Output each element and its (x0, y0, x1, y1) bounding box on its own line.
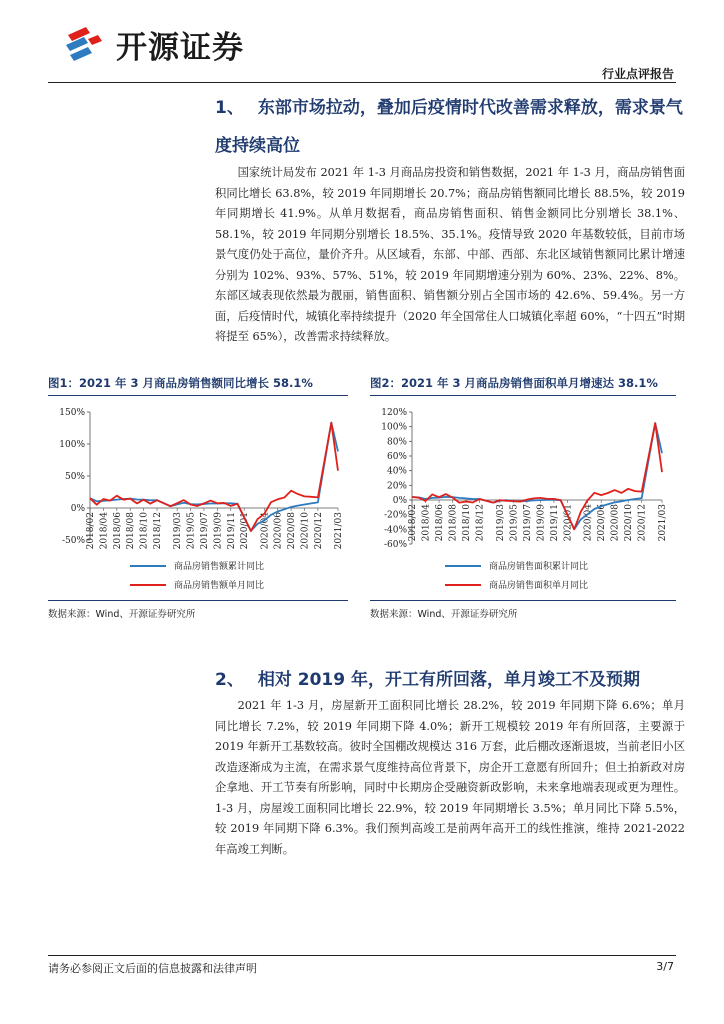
legend-swatch-cumulative (130, 565, 166, 567)
figure2-ytick-label: 20% (386, 481, 407, 492)
legend-swatch-monthly (445, 584, 481, 586)
figure2-legend-cumulative (445, 559, 588, 572)
section2-title: 相对 2019 年，开工有所回落，单月竣工不及预期 (257, 670, 640, 690)
figure2-xtick-label: 2019/07 (522, 504, 533, 542)
figure2-xtick-label: 2021/03 (658, 504, 668, 542)
figure2-ytick-label: 0% (392, 496, 407, 506)
figure1-xtick-label: 2019/09 (213, 512, 224, 550)
legend-swatch-monthly (130, 584, 166, 586)
figure2-legend-monthly (445, 578, 588, 591)
figure2-ytick-label: 80% (386, 437, 407, 448)
figure1-xtick-label: 2019/11 (226, 512, 237, 550)
figure1-chart (48, 398, 348, 564)
figure1-bottom-rule (48, 600, 348, 601)
figure2-title: 图2：2021 年 3 月商品房销售面积单月增速达 38.1% (370, 376, 658, 390)
figure2-chart (370, 398, 676, 564)
figure2-xtick-label: 2020/08 (610, 504, 621, 542)
footer-divider (48, 955, 676, 956)
section1-title-line1: 东部市场拉动，叠加后疫情时代改善需求释放，需求景气 (257, 98, 683, 118)
figure2-xtick-label: 2020/04 (583, 504, 594, 542)
figure1-xtick-label: 2018/10 (139, 512, 150, 550)
figure2-xtick-label: 2020/12 (637, 504, 648, 542)
figure1-xtick-label: 2020/12 (313, 512, 324, 550)
figure1-xtick-label: 2018/12 (153, 512, 164, 550)
figure1-xtick-label: 2019/03 (173, 512, 184, 550)
figure1-ytick-label: 150% (59, 408, 85, 418)
legend-label: 商品房销售面积累计同比 (489, 562, 589, 572)
figure2-xtick-label: 2018/08 (448, 504, 459, 542)
figure1-source: 数据来源：Wind、开源证券研究所 (48, 609, 196, 620)
figure1-title: 图1：2021 年 3 月商品房销售额同比增长 58.1% (48, 376, 313, 390)
figure1-rule (48, 395, 348, 396)
figure1-ytick-label: 0% (70, 504, 85, 514)
figure2-ytick-label: 40% (386, 466, 407, 477)
figure2-source: 数据来源：Wind、开源证券研究所 (370, 609, 518, 620)
figure2-xtick-label: 2018/06 (435, 504, 446, 542)
section2-number: 2、 (215, 670, 244, 690)
footer-disclaimer: 请务必参阅正文后面的信息披露和法律声明 (48, 962, 257, 975)
company-logo (64, 22, 244, 67)
logo-icon (64, 25, 106, 65)
figure2-bottom-rule (370, 600, 676, 601)
figure1-xtick-label: 2020/10 (300, 512, 311, 550)
figure2-xtick-label: 2019/11 (549, 504, 560, 542)
figure1-xtick-label: 2018/08 (126, 512, 137, 550)
figure2-ytick-label: 60% (386, 452, 407, 462)
figure2-xtick-label: 2020/06 (597, 504, 608, 542)
figure2-ytick-label: -60% (383, 540, 407, 550)
legend-label: 商品房销售面积单月同比 (489, 581, 589, 591)
legend-label: 商品房销售额累计同比 (174, 562, 265, 572)
document-type: 行业点评报告 (601, 67, 674, 81)
figure2-xtick-label: 2018/02 (408, 504, 418, 542)
figure2-ytick-label: 120% (381, 408, 407, 418)
figure1-ytick-label: 50% (64, 472, 85, 482)
figure1-xtick-label: 2019/05 (186, 512, 197, 550)
figure1-xtick-label: 2018/06 (112, 512, 123, 550)
figure1-xtick-label: 2020/08 (287, 512, 298, 550)
figure1-xtick-label: 2020/01 (240, 512, 251, 550)
figure1-legend-monthly (130, 578, 264, 591)
figure1-xtick-label: 2020/04 (260, 512, 271, 550)
figure2-xtick-label: 2019/05 (509, 504, 520, 542)
figure2-svg (370, 398, 676, 560)
header-divider (48, 82, 676, 83)
section1-heading-cont (215, 124, 685, 168)
figure1-ytick-label: 100% (59, 440, 85, 450)
figure2-xtick-label: 2018/10 (462, 504, 473, 542)
section1-number: 1、 (215, 98, 244, 118)
section1-paragraph: 国家统计局发布 2021 年 1-3 月商品房投资和销售数据，2021 年 1-3 月，商品房销售面积同比增长 63.8%，较 2019 年同期增长 20.7%；商品房销售额同比增长 88.5%，较 2019 年同期增长 41.9%。从单月数据看，商品房销售面积、销售金额同比分别增长 38.1%、58.1%，较 2019 年同期分别增长 18.5%、35.1%。疫情导致 2020 年基数较低，目前市场景气度仍处于高位，量价齐升。从区域看，东部、中部、西部、东北区域销售额同比累计增速分别为 102%、93%、57%、51%，较 2019 年同期增速分别为 60%、23%、22%、8%。东部区域表现依然最为靓丽，销售面积、销售额分别占全国市场的 42.6%、59.4%。另一方面，后疫情时代，城镇化率持续提升（2020 年全国常住人口城镇化率超 60%，“十四五”时期将提至 65%），改善需求持续释放。 (215, 166, 685, 343)
section2-paragraph: 2021 年 1-3 月，房屋新开工面积同比增长 28.2%，较 2019 年同期下降 6.6%；单月同比增长 7.2%，较 2019 年同期下降 4.0%；新开工规模较 2019 年有所回落，主要源于 2019 年新开工基数较高。彼时全国棚改规模达 316 万套，此后棚改逐渐退坡，当前老旧小区改造逐渐成为主流，在需求景气度维持高位背景下，房企开工意愿有所回升；但土拍新政对房企拿地、开工节奏有所影响，同时中长期房企受融资新政影响，未来拿地端表现或更为理性。1-3 月，房屋竣工面积同比增长 22.9%，较 2019 年同期增长 3.5%；单月同比下降 5.5%，较 2019 年同期下降 6.3%。我们预判高竣工是前两年高开工的线性推演，维持 2021-2022 年高竣工判断。 (215, 699, 685, 856)
figure1-svg (48, 398, 348, 560)
figure2-ytick-label: -20% (383, 510, 407, 521)
figure2-xtick-label: 2019/09 (536, 504, 547, 542)
figure1-xtick-label: 2018/04 (99, 512, 110, 550)
figure1-xtick-label: 2020/06 (273, 512, 284, 550)
figure2-xtick-label: 2020/10 (624, 504, 635, 542)
logo-text: 开源证券 (116, 30, 244, 66)
figure1-xtick-label: 2021/03 (334, 512, 344, 550)
figure2-ytick-label: -40% (383, 525, 407, 536)
figure1-xtick-label: 2018/02 (86, 512, 96, 550)
figure1-legend-cumulative (130, 559, 264, 572)
figure2-xtick-label: 2018/04 (421, 504, 432, 542)
figure2-ytick-label: 100% (381, 422, 407, 433)
section1-title-line2: 度持续高位 (215, 136, 300, 156)
figure2-xtick-label: 2019/03 (495, 504, 506, 542)
legend-label: 商品房销售额单月同比 (174, 581, 265, 591)
figure2-rule (370, 395, 676, 396)
figure1-xtick-label: 2019/07 (199, 512, 210, 550)
figure2-xtick-label: 2020/01 (563, 504, 574, 542)
legend-swatch-cumulative (445, 565, 481, 567)
page-number: 3/7 (656, 960, 674, 973)
figure1-ytick-label: -50% (61, 536, 85, 546)
figure2-xtick-label: 2018/12 (475, 504, 486, 542)
